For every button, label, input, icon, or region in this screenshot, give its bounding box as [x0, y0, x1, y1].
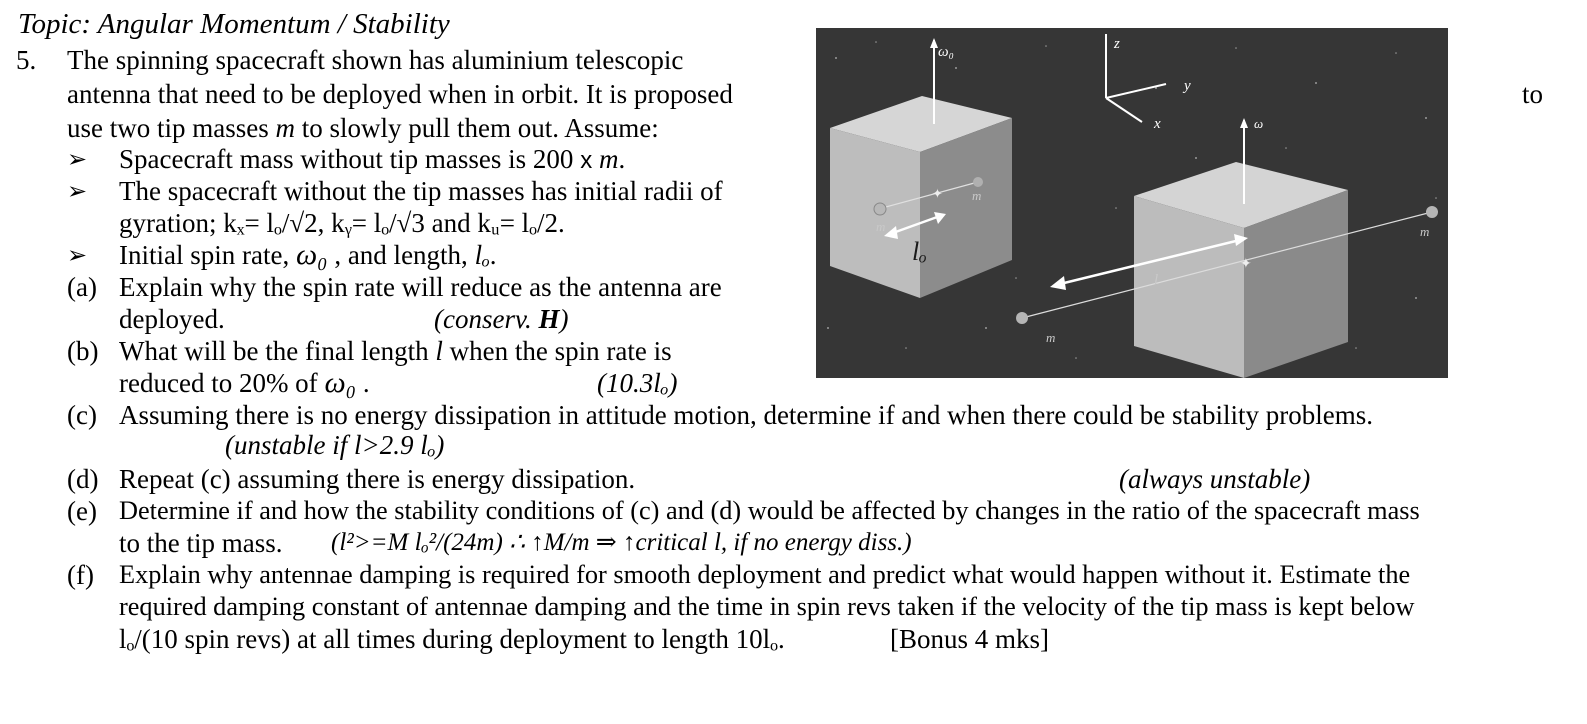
- figure-right-mass-label: m: [1420, 224, 1430, 239]
- right-cube: [1016, 118, 1438, 378]
- intro-line-2-tail: to: [1522, 79, 1544, 109]
- part-a-answer-b: ): [559, 304, 569, 334]
- bullet-1: [119, 143, 625, 177]
- part-e-answer: (l²>=M lₒ²/(24m) ∴ ↑M/m ⇒ ↑critical l, if no energy diss.): [331, 529, 912, 556]
- part-b-label: (b): [67, 336, 99, 366]
- part-e-line-1: Determine if and how the stability conditions of (c) and (d) would be affected by changes in the ratio of the spacecraft mass: [119, 496, 1420, 525]
- part-a-answer-a: (conserv.: [434, 304, 539, 334]
- bullet-arrow-icon: ➢: [67, 147, 88, 173]
- bullet-3: [119, 239, 497, 271]
- figure-x-axis-label: x: [1154, 116, 1161, 132]
- intro-line-3-part-a: use two tip masses: [67, 113, 276, 143]
- part-a-answer: [434, 303, 568, 335]
- figure-length-label: l: [1154, 272, 1159, 288]
- bullet-1-times: x: [580, 147, 593, 174]
- part-b-line-2: [119, 367, 370, 399]
- bullet-2-line-2: gyration; kₓ= lₒ/√2, kᵧ= lₒ/√3 and kᵤ= lₒ/2.: [119, 208, 565, 238]
- figure-left-side-mass-label: m: [876, 219, 886, 234]
- figure-bottom-mass-label: m: [1046, 330, 1056, 345]
- part-f-line-2: required damping constant of antennae damping and the time in spin revs taken if the velocity of the tip mass is kept below: [119, 592, 1415, 621]
- part-f-bonus: [Bonus 4 mks]: [890, 624, 1050, 654]
- intro-line-3-part-b: to slowly pull them out. Assume:: [295, 113, 659, 143]
- bullet-arrow-icon: ➢: [67, 243, 88, 269]
- part-d-answer: (always unstable): [1119, 464, 1311, 494]
- intro-line-2: antenna that need to be deployed when in orbit. It is proposed: [67, 79, 733, 109]
- bullet-1-mass-symbol: m: [598, 144, 619, 174]
- bullet-3-part-a: Initial spin rate,: [119, 240, 296, 270]
- part-e-line-2: to the tip mass.: [119, 528, 283, 558]
- part-a-label: (a): [67, 272, 97, 302]
- part-b-length-symbol: l: [435, 336, 443, 366]
- part-e-label: (e): [67, 496, 97, 526]
- part-f-line-3: lₒ/(10 spin revs) at all times during deployment to length 10lₒ.: [119, 624, 785, 654]
- tip-mass-symbol: m: [275, 113, 295, 143]
- question-number: 5.: [16, 45, 37, 75]
- part-f-line-1: Explain why antennae damping is required for smooth deployment and predict what would happen without it. Estimate the: [119, 560, 1411, 589]
- bullet-arrow-icon: ➢: [67, 179, 88, 205]
- bullet-1-part-b: [592, 144, 599, 174]
- initial-length-symbol: lₒ: [474, 240, 490, 270]
- part-b-line-1-a: What will be the final length: [119, 336, 436, 366]
- part-a-line-1: Explain why the spin rate will reduce as the antenna are: [119, 272, 722, 302]
- part-d-line-1: Repeat (c) assuming there is energy dissipation.: [119, 464, 636, 494]
- part-d-label: (d): [67, 464, 99, 494]
- figure-initial-length-label: lₒ: [912, 237, 927, 266]
- intro-line-1: The spinning spacecraft shown has aluminium telescopic: [67, 45, 684, 75]
- bullet-3-part-c: .: [489, 240, 497, 270]
- figure-y-axis-label: y: [1184, 78, 1191, 94]
- part-b-line-2-b: .: [356, 368, 370, 398]
- part-c-answer: (unstable if l>2.9 lₒ): [225, 430, 445, 460]
- bullet-1-part-a: Spacecraft mass without tip masses is 200: [119, 144, 581, 174]
- intro-line-3: [67, 112, 659, 144]
- bullet-1-part-c: .: [618, 144, 626, 174]
- bullet-3-part-b: , and length,: [327, 240, 475, 270]
- figure-z-axis-label: z: [1114, 36, 1120, 52]
- spacecraft-diagram: [816, 28, 1448, 378]
- figure-omega-label: ω: [1254, 116, 1264, 131]
- part-f-label: (f): [67, 560, 94, 590]
- bullet-2-line-1: The spacecraft without the tip masses has initial radii of: [119, 176, 723, 206]
- part-b-line-1-b: when the spin rate is: [442, 336, 672, 366]
- part-c-line-1: Assuming there is no energy dissipation in attitude motion, determine if and when there could be stability problems.: [119, 400, 1374, 430]
- part-a-answer-h: H: [538, 304, 560, 334]
- svg-text:✦: ✦: [932, 186, 943, 201]
- part-b-line-1: [119, 335, 672, 367]
- figure-omega0-label: ω₀: [938, 44, 954, 60]
- svg-text:✦: ✦: [1240, 257, 1252, 272]
- part-b-answer: (10.3lₒ): [597, 368, 678, 398]
- part-b-omega-symbol: ω₀: [324, 366, 357, 399]
- part-c-label: (c): [67, 400, 97, 430]
- figure-left-top-mass-label: m: [972, 188, 982, 203]
- spacecraft-figure: [816, 28, 1448, 378]
- part-a-line-2: deployed.: [119, 304, 225, 334]
- part-b-line-2-a: reduced to 20% of: [119, 368, 325, 398]
- omega-zero-symbol: ω₀: [295, 238, 328, 271]
- topic-heading: Topic: Angular Momentum / Stability: [18, 8, 450, 40]
